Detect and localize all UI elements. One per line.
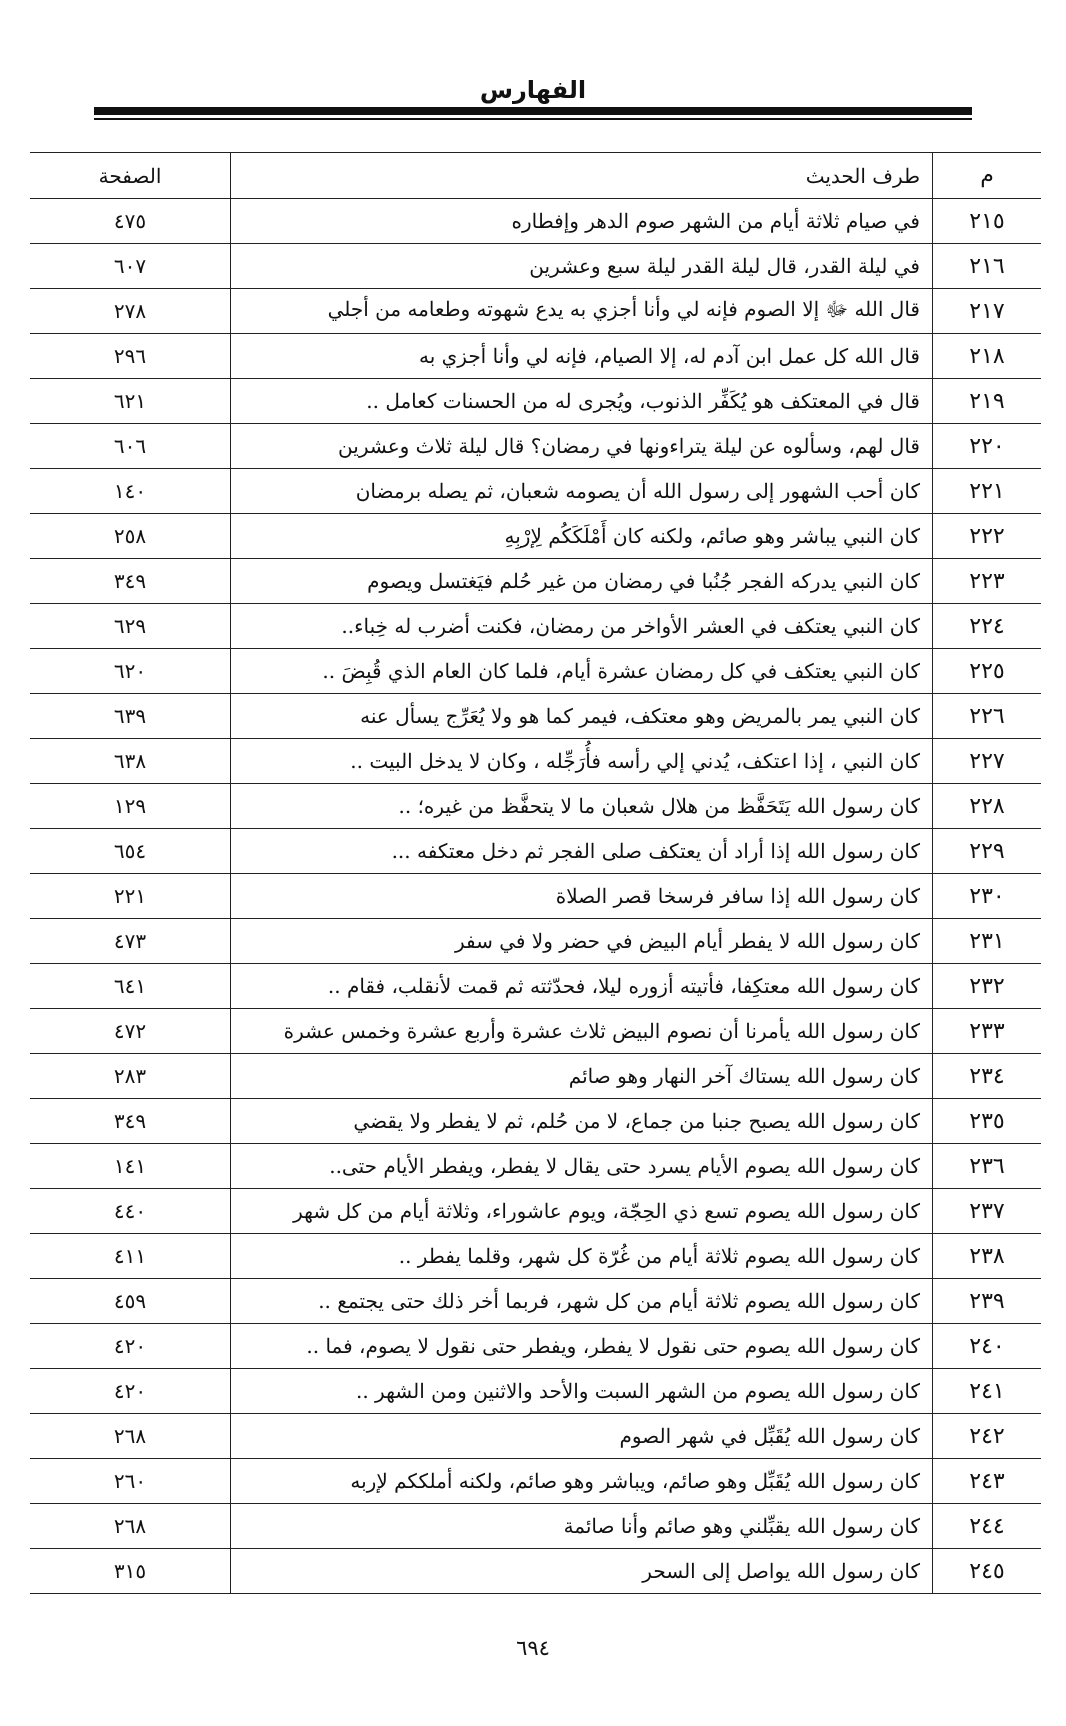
row-number: ٢٢٠ <box>933 424 1042 469</box>
page-reference: ٦٣٩ <box>30 694 231 739</box>
page-reference: ٢٦٠ <box>30 1459 231 1504</box>
hadith-excerpt: كان رسول الله يصوم الأيام يسرد حتى يقال لا يفطر، ويفطر الأيام حتى.. <box>231 1144 933 1189</box>
hadith-excerpt: في صيام ثلاثة أيام من الشهر صوم الدهر وإفطاره <box>231 199 933 244</box>
hadith-excerpt: كان رسول الله يصوم ثلاثة أيام من كل شهر، فربما أخر ذلك حتى يجتمع .. <box>231 1279 933 1324</box>
table-row <box>30 1144 1041 1189</box>
hadith-excerpt: في ليلة القدر، قال ليلة القدر ليلة سبع وعشرين <box>231 244 933 289</box>
row-number: ٢٢٢ <box>933 514 1042 559</box>
hadith-excerpt: كان رسول الله يأمرنا أن نصوم البيض ثلاث عشرة وأربع عشرة وخمس عشرة <box>231 1009 933 1054</box>
page-reference: ٤٢٠ <box>30 1369 231 1414</box>
table-row <box>30 964 1041 1009</box>
row-number: ٢٢٨ <box>933 784 1042 829</box>
hadith-excerpt: قال الله كل عمل ابن آدم له، إلا الصيام، فإنه لي وأنا أجزي به <box>231 334 933 379</box>
hadith-excerpt: قال في المعتكف هو يُكَفِّر الذنوب، ويُجرى له من الحسنات كعامل .. <box>231 379 933 424</box>
hadith-excerpt: كان النبي ، إذا اعتكف، يُدني إلي رأسه فأُرَجِّله ، وكان لا يدخل البيت .. <box>231 739 933 784</box>
row-number: ٢٣٩ <box>933 1279 1042 1324</box>
table-row <box>30 244 1041 289</box>
page-reference: ٤١١ <box>30 1234 231 1279</box>
page-reference: ٢٦٨ <box>30 1414 231 1459</box>
page-number: ٦٩٤ <box>516 1636 550 1660</box>
table-row <box>30 469 1041 514</box>
page-reference: ٢٨٣ <box>30 1054 231 1099</box>
row-number: ٢٢٥ <box>933 649 1042 694</box>
page-reference: ٦٠٧ <box>30 244 231 289</box>
table-row <box>30 829 1041 874</box>
page-reference: ٢٩٦ <box>30 334 231 379</box>
row-number: ٢١٩ <box>933 379 1042 424</box>
hadith-excerpt: كان رسول الله معتكِفا، فأتيته أزوره ليلا، فحدّثته ثم قمت لأنقلب، فقام .. <box>231 964 933 1009</box>
table-row <box>30 1324 1041 1369</box>
row-number: ٢٤١ <box>933 1369 1042 1414</box>
page-reference: ٣٤٩ <box>30 1099 231 1144</box>
page-reference: ٢٧٨ <box>30 289 231 334</box>
hadith-excerpt: كان رسول الله يصوم تسع ذي الحِجّة، ويوم عاشوراء، وثلاثة أيام من كل شهر <box>231 1189 933 1234</box>
row-number: ٢٤٢ <box>933 1414 1042 1459</box>
row-number: ٢٣١ <box>933 919 1042 964</box>
row-number: ٢٤٤ <box>933 1504 1042 1549</box>
row-number: ٢٣٤ <box>933 1054 1042 1099</box>
page-reference: ٤٧٥ <box>30 199 231 244</box>
hadith-excerpt: كان رسول الله يواصل إلى السحر <box>231 1549 933 1594</box>
table-row <box>30 559 1041 604</box>
row-number: ٢١٥ <box>933 199 1042 244</box>
row-number: ٢١٧ <box>933 289 1042 334</box>
table-header-row <box>30 153 1041 199</box>
row-number: ٢١٨ <box>933 334 1042 379</box>
page-reference: ١٤٠ <box>30 469 231 514</box>
hadith-excerpt: كان النبي يدركه الفجر جُنُبا في رمضان من غير حُلم فيَغتسل ويصوم <box>231 559 933 604</box>
table-row <box>30 379 1041 424</box>
page-reference: ٣١٥ <box>30 1549 231 1594</box>
page-reference: ٦٣٨ <box>30 739 231 784</box>
page-reference: ٤٤٠ <box>30 1189 231 1234</box>
row-number: ٢١٦ <box>933 244 1042 289</box>
hadith-excerpt: كان النبي يعتكف في العشر الأواخر من رمضان، فكنت أضرب له خِباء.. <box>231 604 933 649</box>
hadith-excerpt: قال لهم، وسألوه عن ليلة يتراءونها في رمضان؟ قال ليلة ثلاث وعشرين <box>231 424 933 469</box>
page-reference: ٣٤٩ <box>30 559 231 604</box>
hadith-excerpt: كان رسول الله يُقَبِّل وهو صائم، ويباشر وهو صائم، ولكنه أملككم لإربه <box>231 1459 933 1504</box>
page-reference: ٢٥٨ <box>30 514 231 559</box>
row-number: ٢٤٣ <box>933 1459 1042 1504</box>
page-reference: ٦٤١ <box>30 964 231 1009</box>
row-number: ٢٢٧ <box>933 739 1042 784</box>
table-row <box>30 514 1041 559</box>
hadith-excerpt: كان رسول الله يصوم من الشهر السبت والأحد والاثنين ومن الشهر .. <box>231 1369 933 1414</box>
page-reference: ٢٢١ <box>30 874 231 919</box>
page-reference: ٦٥٤ <box>30 829 231 874</box>
table-row <box>30 199 1041 244</box>
table-row <box>30 1414 1041 1459</box>
table-row <box>30 424 1041 469</box>
table-row <box>30 1279 1041 1324</box>
row-number: ٢٣٧ <box>933 1189 1042 1234</box>
table-row <box>30 1549 1041 1594</box>
table-row <box>30 694 1041 739</box>
header-rule-thick <box>94 107 972 115</box>
row-number: ٢٢٩ <box>933 829 1042 874</box>
hadith-excerpt: كان رسول الله يستاك آخر النهار وهو صائم <box>231 1054 933 1099</box>
page-reference: ٦٠٦ <box>30 424 231 469</box>
row-number: ٢٣٠ <box>933 874 1042 919</box>
hadith-excerpt: كان رسول الله يصبح جنبا من جماع، لا من حُلم، ثم لا يفطر ولا يقضي <box>231 1099 933 1144</box>
page-reference: ١٤١ <box>30 1144 231 1189</box>
page-reference: ٦٢٩ <box>30 604 231 649</box>
row-number: ٢٣٢ <box>933 964 1042 1009</box>
table-row <box>30 874 1041 919</box>
table-row <box>30 1504 1041 1549</box>
hadith-excerpt: كان رسول الله لا يفطر أيام البيض في حضر ولا في سفر <box>231 919 933 964</box>
table-row <box>30 1369 1041 1414</box>
page-header-title: الفهارس <box>479 76 587 104</box>
hadith-excerpt: كان رسول الله يُقَبِّل في شهر الصوم <box>231 1414 933 1459</box>
row-number: ٢٢٣ <box>933 559 1042 604</box>
table-row <box>30 649 1041 694</box>
row-number: ٢٣٦ <box>933 1144 1042 1189</box>
hadith-excerpt: كان رسول الله إذا سافر فرسخا قصر الصلاة <box>231 874 933 919</box>
table-row <box>30 289 1041 334</box>
row-number: ٢٢١ <box>933 469 1042 514</box>
row-number: ٢٣٥ <box>933 1099 1042 1144</box>
table-row <box>30 919 1041 964</box>
table-row <box>30 739 1041 784</box>
row-number: ٢٤٠ <box>933 1324 1042 1369</box>
page-reference: ١٢٩ <box>30 784 231 829</box>
hadith-excerpt: كان النبي يعتكف في كل رمضان عشرة أيام، فلما كان العام الذي قُبِضَ .. <box>231 649 933 694</box>
column-header-hadith: طرف الحديث <box>231 153 933 199</box>
header-rule-thin <box>94 118 972 120</box>
column-header-page: الصفحة <box>30 153 231 199</box>
hadith-excerpt: كان رسول الله يصوم حتى نقول لا يفطر، ويفطر حتى نقول لا يصوم، فما .. <box>231 1324 933 1369</box>
hadith-excerpt: كان رسول الله يصوم ثلاثة أيام من غُرّة كل شهر، وقلما يفطر .. <box>231 1234 933 1279</box>
page-reference: ٤٧٢ <box>30 1009 231 1054</box>
hadith-excerpt: كان أحب الشهور إلى رسول الله أن يصومه شعبان، ثم يصله برمضان <box>231 469 933 514</box>
row-number: ٢٢٦ <box>933 694 1042 739</box>
table-row <box>30 1099 1041 1144</box>
page-reference: ٦٢١ <box>30 379 231 424</box>
row-number: ٢٤٥ <box>933 1549 1042 1594</box>
row-number: ٢٣٣ <box>933 1009 1042 1054</box>
hadith-excerpt: كان رسول الله يَتَحَفَّظ من هلال شعبان ما لا يتحفَّظ من غيره؛ .. <box>231 784 933 829</box>
column-header-number: م <box>933 153 1042 199</box>
row-number: ٢٢٤ <box>933 604 1042 649</box>
table-row <box>30 334 1041 379</box>
hadith-excerpt: كان النبي يمر بالمريض وهو معتكف، فيمر كما هو ولا يُعَرِّج يسأل عنه <box>231 694 933 739</box>
row-number: ٢٣٨ <box>933 1234 1042 1279</box>
hadith-excerpt: كان رسول الله إذا أراد أن يعتكف صلى الفجر ثم دخل معتكفه ... <box>231 829 933 874</box>
page-reference: ٤٢٠ <box>30 1324 231 1369</box>
table-row <box>30 1459 1041 1504</box>
hadith-index-table <box>30 152 1041 1594</box>
page-reference: ٤٧٣ <box>30 919 231 964</box>
hadith-excerpt: قال الله ﷻ إلا الصوم فإنه لي وأنا أجزي به يدع شهوته وطعامه من أجلي <box>231 289 933 334</box>
table-row <box>30 784 1041 829</box>
table-row <box>30 1189 1041 1234</box>
hadith-excerpt: كان رسول الله يقبِّلني وهو صائم وأنا صائمة <box>231 1504 933 1549</box>
hadith-excerpt: كان النبي يباشر وهو صائم، ولكنه كان أَمْلَكَكُم لِإرْبِهِ <box>231 514 933 559</box>
table-row <box>30 1009 1041 1054</box>
table-row <box>30 604 1041 649</box>
table-row <box>30 1054 1041 1099</box>
page-reference: ٦٢٠ <box>30 649 231 694</box>
page-reference: ٢٦٨ <box>30 1504 231 1549</box>
table-row <box>30 1234 1041 1279</box>
page-reference: ٤٥٩ <box>30 1279 231 1324</box>
